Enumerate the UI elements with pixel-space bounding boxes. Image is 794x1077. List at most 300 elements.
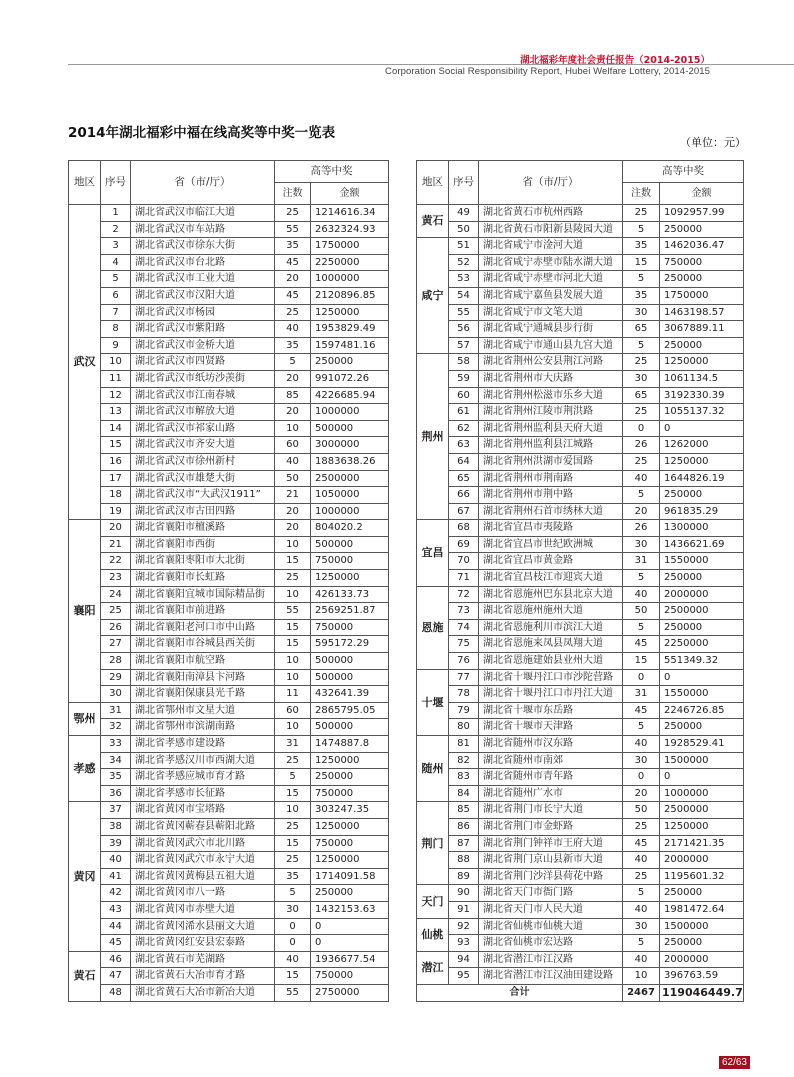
count-cell: 45 bbox=[275, 287, 311, 304]
table-row bbox=[69, 852, 389, 869]
location-cell: 湖北省黄冈武穴市北川路 bbox=[131, 835, 275, 852]
count-cell: 25 bbox=[275, 818, 311, 835]
table-row bbox=[417, 536, 744, 553]
location-cell: 湖北省黄冈红安县宏泰路 bbox=[131, 935, 275, 952]
seq-cell: 81 bbox=[449, 736, 479, 753]
count-cell: 0 bbox=[623, 669, 660, 686]
amount-cell: 1000000 bbox=[311, 271, 389, 288]
location-cell: 湖北省咸宁赤壁市陆水湖大道 bbox=[479, 254, 623, 271]
count-cell: 5 bbox=[623, 935, 660, 952]
region-cell: 荆门 bbox=[417, 802, 449, 885]
location-cell: 湖北省荆州松滋市乐乡大道 bbox=[479, 387, 623, 404]
amount-cell: 1928529.41 bbox=[660, 736, 744, 753]
amount-cell: 1936677.54 bbox=[311, 951, 389, 968]
table-row bbox=[69, 653, 389, 670]
table-row bbox=[69, 752, 389, 769]
table-row bbox=[69, 321, 389, 338]
location-cell: 湖北省恩施来凤县凤翔大道 bbox=[479, 636, 623, 653]
count-cell: 25 bbox=[275, 752, 311, 769]
location-cell: 湖北省黄冈黄梅县五祖大道 bbox=[131, 868, 275, 885]
table-row bbox=[69, 437, 389, 454]
location-cell: 湖北省荆门钟祥市王府大道 bbox=[479, 835, 623, 852]
seq-cell: 36 bbox=[101, 785, 131, 802]
location-cell: 湖北省荆州市荆中路 bbox=[479, 487, 623, 504]
table-row bbox=[417, 603, 744, 620]
location-cell: 湖北省随州广水市 bbox=[479, 785, 623, 802]
count-cell: 20 bbox=[623, 503, 660, 520]
location-cell: 湖北省武汉市雄楚大街 bbox=[131, 470, 275, 487]
count-cell: 20 bbox=[275, 404, 311, 421]
seq-cell: 66 bbox=[449, 487, 479, 504]
count-cell: 10 bbox=[275, 536, 311, 553]
amount-cell: 250000 bbox=[311, 885, 389, 902]
count-cell: 31 bbox=[623, 686, 660, 703]
location-cell: 湖北省鄂州市滨湖南路 bbox=[131, 719, 275, 736]
table-row bbox=[417, 271, 744, 288]
location-cell: 湖北省宜昌枝江市迎宾大道 bbox=[479, 570, 623, 587]
table-row bbox=[417, 470, 744, 487]
seq-cell: 60 bbox=[449, 387, 479, 404]
location-cell: 湖北省武汉市江南春城 bbox=[131, 387, 275, 404]
count-cell: 25 bbox=[275, 570, 311, 587]
amount-cell: 1300000 bbox=[660, 520, 744, 537]
count-cell: 10 bbox=[275, 802, 311, 819]
amount-cell: 0 bbox=[660, 420, 744, 437]
table-row bbox=[417, 553, 744, 570]
seq-cell: 14 bbox=[101, 420, 131, 437]
region-cell: 黄石 bbox=[417, 205, 449, 238]
count-cell: 65 bbox=[623, 321, 660, 338]
location-cell: 湖北省武汉市祁家山路 bbox=[131, 420, 275, 437]
amount-cell: 250000 bbox=[660, 487, 744, 504]
location-cell: 湖北省十堰丹江口市沙陀营路 bbox=[479, 669, 623, 686]
table-row bbox=[69, 221, 389, 238]
count-cell: 15 bbox=[623, 653, 660, 670]
amount-cell: 2000000 bbox=[660, 852, 744, 869]
amount-cell: 2000000 bbox=[660, 586, 744, 603]
table-row bbox=[417, 570, 744, 587]
seq-cell: 24 bbox=[101, 586, 131, 603]
count-cell: 5 bbox=[623, 885, 660, 902]
seq-cell: 20 bbox=[101, 520, 131, 537]
location-cell: 湖北省潜江市江汉油田建设路 bbox=[479, 968, 623, 985]
count-cell: 15 bbox=[623, 254, 660, 271]
table-row bbox=[69, 901, 389, 918]
amount-cell: 1000000 bbox=[311, 404, 389, 421]
table-row bbox=[417, 901, 744, 918]
table-row bbox=[69, 553, 389, 570]
seq-cell: 30 bbox=[101, 686, 131, 703]
col-location: 省（市/厅） bbox=[479, 161, 623, 205]
table-row bbox=[417, 254, 744, 271]
amount-cell: 396763.59 bbox=[660, 968, 744, 985]
amount-cell: 250000 bbox=[660, 935, 744, 952]
count-cell: 55 bbox=[275, 603, 311, 620]
location-cell: 湖北省随州市南郊 bbox=[479, 752, 623, 769]
table-row bbox=[417, 437, 744, 454]
table-row bbox=[69, 420, 389, 437]
location-cell: 湖北省武汉市杨园 bbox=[131, 304, 275, 321]
table-row bbox=[69, 719, 389, 736]
count-cell: 5 bbox=[623, 570, 660, 587]
seq-cell: 94 bbox=[449, 951, 479, 968]
location-cell: 湖北省武汉市纸坊沙羡街 bbox=[131, 370, 275, 387]
seq-cell: 47 bbox=[101, 968, 131, 985]
table-row bbox=[69, 487, 389, 504]
region-cell: 孝感 bbox=[69, 736, 101, 802]
count-cell: 40 bbox=[623, 470, 660, 487]
col-count: 注数 bbox=[275, 183, 311, 205]
table-row bbox=[69, 370, 389, 387]
seq-cell: 55 bbox=[449, 304, 479, 321]
table-row bbox=[417, 205, 744, 222]
amount-cell: 500000 bbox=[311, 653, 389, 670]
seq-cell: 37 bbox=[101, 802, 131, 819]
location-cell: 湖北省襄阳市航空路 bbox=[131, 653, 275, 670]
seq-cell: 39 bbox=[101, 835, 131, 852]
count-cell: 30 bbox=[623, 752, 660, 769]
seq-cell: 21 bbox=[101, 536, 131, 553]
region-cell: 恩施 bbox=[417, 586, 449, 669]
seq-cell: 64 bbox=[449, 453, 479, 470]
location-cell: 湖北省宜昌市夷陵路 bbox=[479, 520, 623, 537]
seq-cell: 59 bbox=[449, 370, 479, 387]
amount-cell: 1597481.16 bbox=[311, 337, 389, 354]
count-cell: 26 bbox=[623, 520, 660, 537]
count-cell: 25 bbox=[623, 205, 660, 222]
amount-cell: 3067889.11 bbox=[660, 321, 744, 338]
location-cell: 湖北省荆州石首市绣林大道 bbox=[479, 503, 623, 520]
table-row bbox=[417, 702, 744, 719]
col-count: 注数 bbox=[623, 183, 660, 205]
location-cell: 湖北省咸宁嘉鱼县发展大道 bbox=[479, 287, 623, 304]
location-cell: 湖北省黄石市阳新县陵园大道 bbox=[479, 221, 623, 238]
amount-cell: 500000 bbox=[311, 536, 389, 553]
location-cell: 湖北省黄冈武穴市永宁大道 bbox=[131, 852, 275, 869]
count-cell: 10 bbox=[275, 669, 311, 686]
count-cell: 11 bbox=[275, 686, 311, 703]
location-cell: 湖北省武汉市徐州新村 bbox=[131, 453, 275, 470]
amount-cell: 2171421.35 bbox=[660, 835, 744, 852]
seq-cell: 8 bbox=[101, 321, 131, 338]
amount-cell: 2865795.05 bbox=[311, 702, 389, 719]
report-header-cn: 湖北福彩年度社会责任报告（2014-2015） bbox=[520, 55, 710, 66]
seq-cell: 45 bbox=[101, 935, 131, 952]
location-cell: 湖北省荆州公安县荆江河路 bbox=[479, 354, 623, 371]
location-cell: 湖北省随州市青年路 bbox=[479, 769, 623, 786]
count-cell: 40 bbox=[623, 852, 660, 869]
seq-cell: 82 bbox=[449, 752, 479, 769]
count-cell: 35 bbox=[275, 337, 311, 354]
table-row bbox=[69, 702, 389, 719]
amount-cell: 1055137.32 bbox=[660, 404, 744, 421]
amount-cell: 3192330.39 bbox=[660, 387, 744, 404]
count-cell: 60 bbox=[275, 702, 311, 719]
amount-cell: 2246726.85 bbox=[660, 702, 744, 719]
location-cell: 湖北省武汉市紫阳路 bbox=[131, 321, 275, 338]
table-row bbox=[417, 487, 744, 504]
amount-cell: 250000 bbox=[660, 619, 744, 636]
count-cell: 35 bbox=[623, 238, 660, 255]
amount-cell: 1500000 bbox=[660, 918, 744, 935]
amount-cell: 1262000 bbox=[660, 437, 744, 454]
amount-cell: 1550000 bbox=[660, 686, 744, 703]
count-cell: 5 bbox=[623, 487, 660, 504]
amount-cell: 1092957.99 bbox=[660, 205, 744, 222]
count-cell: 30 bbox=[623, 370, 660, 387]
table-row bbox=[69, 802, 389, 819]
table-row bbox=[417, 221, 744, 238]
amount-cell: 500000 bbox=[311, 420, 389, 437]
region-cell: 黄冈 bbox=[69, 802, 101, 951]
location-cell: 湖北省襄阳保康县光千路 bbox=[131, 686, 275, 703]
location-cell: 湖北省随州市汉东路 bbox=[479, 736, 623, 753]
seq-cell: 33 bbox=[101, 736, 131, 753]
table-row bbox=[69, 935, 389, 952]
count-cell: 40 bbox=[623, 901, 660, 918]
amount-cell: 1750000 bbox=[311, 238, 389, 255]
count-cell: 45 bbox=[623, 702, 660, 719]
amount-cell: 3000000 bbox=[311, 437, 389, 454]
location-cell: 湖北省武汉市工业大道 bbox=[131, 271, 275, 288]
amount-cell: 1250000 bbox=[311, 852, 389, 869]
location-cell: 湖北省仙桃市仙桃大道 bbox=[479, 918, 623, 935]
count-cell: 20 bbox=[275, 503, 311, 520]
table-row bbox=[417, 370, 744, 387]
table-row bbox=[417, 354, 744, 371]
col-amount: 金额 bbox=[660, 183, 744, 205]
count-cell: 15 bbox=[275, 553, 311, 570]
location-cell: 湖北省襄阳南漳县卞河路 bbox=[131, 669, 275, 686]
seq-cell: 32 bbox=[101, 719, 131, 736]
location-cell: 湖北省孝感市建设路 bbox=[131, 736, 275, 753]
location-cell: 湖北省武汉市古田四路 bbox=[131, 503, 275, 520]
count-cell: 25 bbox=[275, 304, 311, 321]
unit-label: （单位：元） bbox=[680, 136, 746, 149]
col-group: 高等中奖 bbox=[275, 161, 389, 183]
amount-cell: 1250000 bbox=[311, 570, 389, 587]
table-row bbox=[69, 885, 389, 902]
prize-table-left bbox=[68, 160, 389, 1002]
table-row bbox=[69, 769, 389, 786]
location-cell: 湖北省仙桃市宏达路 bbox=[479, 935, 623, 952]
amount-cell: 1981472.64 bbox=[660, 901, 744, 918]
seq-cell: 89 bbox=[449, 868, 479, 885]
prize-table-right bbox=[416, 160, 744, 1002]
location-cell: 湖北省黄石大冶市育才路 bbox=[131, 968, 275, 985]
report-header-en: Corporation Social Responsibility Report, Hubei Welfare Lottery, 2014-2015 bbox=[385, 66, 710, 77]
location-cell: 湖北省十堰市东岳路 bbox=[479, 702, 623, 719]
location-cell: 湖北省咸宁赤壁市河北大道 bbox=[479, 271, 623, 288]
seq-cell: 43 bbox=[101, 901, 131, 918]
col-amount: 金额 bbox=[311, 183, 389, 205]
amount-cell: 2500000 bbox=[660, 802, 744, 819]
location-cell: 湖北省襄阳市长虹路 bbox=[131, 570, 275, 587]
location-cell: 湖北省潜江市江汉路 bbox=[479, 951, 623, 968]
count-cell: 40 bbox=[623, 586, 660, 603]
location-cell: 湖北省武汉市车站路 bbox=[131, 221, 275, 238]
amount-cell: 2000000 bbox=[660, 951, 744, 968]
table-row bbox=[69, 271, 389, 288]
location-cell: 湖北省武汉市徐东大街 bbox=[131, 238, 275, 255]
location-cell: 湖北省武汉市汉阳大道 bbox=[131, 287, 275, 304]
table-row bbox=[69, 354, 389, 371]
amount-cell: 1463198.57 bbox=[660, 304, 744, 321]
count-cell: 30 bbox=[275, 901, 311, 918]
table-row bbox=[69, 736, 389, 753]
seq-cell: 79 bbox=[449, 702, 479, 719]
table-row bbox=[417, 769, 744, 786]
count-cell: 20 bbox=[275, 271, 311, 288]
amount-cell: 2569251.87 bbox=[311, 603, 389, 620]
amount-cell: 1644826.19 bbox=[660, 470, 744, 487]
seq-cell: 84 bbox=[449, 785, 479, 802]
seq-cell: 91 bbox=[449, 901, 479, 918]
amount-cell: 0 bbox=[660, 669, 744, 686]
amount-cell: 961835.29 bbox=[660, 503, 744, 520]
col-region: 地区 bbox=[69, 161, 101, 205]
seq-cell: 68 bbox=[449, 520, 479, 537]
table-row bbox=[417, 287, 744, 304]
seq-cell: 41 bbox=[101, 868, 131, 885]
col-region: 地区 bbox=[417, 161, 449, 205]
location-cell: 湖北省荆州监利县天府大道 bbox=[479, 420, 623, 437]
table-row bbox=[69, 785, 389, 802]
count-cell: 55 bbox=[275, 984, 311, 1001]
count-cell: 35 bbox=[275, 868, 311, 885]
amount-cell: 991072.26 bbox=[311, 370, 389, 387]
count-cell: 15 bbox=[275, 835, 311, 852]
count-cell: 10 bbox=[275, 586, 311, 603]
count-cell: 50 bbox=[623, 603, 660, 620]
amount-cell: 2120896.85 bbox=[311, 287, 389, 304]
count-cell: 20 bbox=[275, 370, 311, 387]
amount-cell: 250000 bbox=[311, 769, 389, 786]
count-cell: 0 bbox=[275, 935, 311, 952]
amount-cell: 1550000 bbox=[660, 553, 744, 570]
seq-cell: 12 bbox=[101, 387, 131, 404]
location-cell: 湖北省黄冈市宝塔路 bbox=[131, 802, 275, 819]
seq-cell: 77 bbox=[449, 669, 479, 686]
location-cell: 湖北省孝感应城市育才路 bbox=[131, 769, 275, 786]
location-cell: 湖北省黄冈市赤壁大道 bbox=[131, 901, 275, 918]
total-row bbox=[417, 984, 744, 1001]
seq-cell: 38 bbox=[101, 818, 131, 835]
count-cell: 50 bbox=[623, 802, 660, 819]
amount-cell: 750000 bbox=[311, 619, 389, 636]
table-row bbox=[69, 387, 389, 404]
seq-cell: 57 bbox=[449, 337, 479, 354]
seq-cell: 17 bbox=[101, 470, 131, 487]
seq-cell: 67 bbox=[449, 503, 479, 520]
amount-cell: 250000 bbox=[311, 354, 389, 371]
location-cell: 湖北省十堰市天津路 bbox=[479, 719, 623, 736]
count-cell: 40 bbox=[623, 736, 660, 753]
table-row bbox=[69, 404, 389, 421]
amount-cell: 551349.32 bbox=[660, 653, 744, 670]
total-count: 2467 bbox=[623, 984, 660, 1001]
amount-cell: 303247.35 bbox=[311, 802, 389, 819]
location-cell: 湖北省荆州市荆南路 bbox=[479, 470, 623, 487]
table-row bbox=[417, 852, 744, 869]
table-row bbox=[69, 603, 389, 620]
seq-cell: 70 bbox=[449, 553, 479, 570]
location-cell: 湖北省武汉市四贤路 bbox=[131, 354, 275, 371]
seq-cell: 7 bbox=[101, 304, 131, 321]
seq-cell: 74 bbox=[449, 619, 479, 636]
location-cell: 湖北省襄阳枣阳市大北街 bbox=[131, 553, 275, 570]
count-cell: 0 bbox=[623, 420, 660, 437]
seq-cell: 80 bbox=[449, 719, 479, 736]
table-row bbox=[417, 835, 744, 852]
count-cell: 30 bbox=[623, 304, 660, 321]
count-cell: 5 bbox=[623, 719, 660, 736]
table-row bbox=[69, 287, 389, 304]
seq-cell: 4 bbox=[101, 254, 131, 271]
location-cell: 湖北省黄冈市八一路 bbox=[131, 885, 275, 902]
table-row bbox=[69, 818, 389, 835]
table-row bbox=[69, 586, 389, 603]
table-row bbox=[417, 420, 744, 437]
table-row bbox=[417, 238, 744, 255]
count-cell: 0 bbox=[275, 918, 311, 935]
location-cell: 湖北省襄阳市檀溪路 bbox=[131, 520, 275, 537]
location-cell: 湖北省黄石市杭州西路 bbox=[479, 205, 623, 222]
table-row bbox=[417, 785, 744, 802]
amount-cell: 1436621.69 bbox=[660, 536, 744, 553]
count-cell: 35 bbox=[623, 287, 660, 304]
location-cell: 湖北省荆门沙洋县荷花中路 bbox=[479, 868, 623, 885]
seq-cell: 27 bbox=[101, 636, 131, 653]
region-cell: 随州 bbox=[417, 736, 449, 802]
seq-cell: 62 bbox=[449, 420, 479, 437]
table-row bbox=[69, 536, 389, 553]
seq-cell: 13 bbox=[101, 404, 131, 421]
count-cell: 40 bbox=[275, 951, 311, 968]
seq-cell: 85 bbox=[449, 802, 479, 819]
count-cell: 0 bbox=[623, 769, 660, 786]
col-location: 省（市/厅） bbox=[131, 161, 275, 205]
amount-cell: 1714091.58 bbox=[311, 868, 389, 885]
amount-cell: 1061134.5 bbox=[660, 370, 744, 387]
region-cell: 仙桃 bbox=[417, 918, 449, 951]
amount-cell: 4226685.94 bbox=[311, 387, 389, 404]
table-row bbox=[417, 752, 744, 769]
seq-cell: 11 bbox=[101, 370, 131, 387]
amount-cell: 804020.2 bbox=[311, 520, 389, 537]
header-divider bbox=[68, 64, 794, 65]
seq-cell: 9 bbox=[101, 337, 131, 354]
count-cell: 25 bbox=[623, 818, 660, 835]
table-row bbox=[417, 868, 744, 885]
location-cell: 湖北省宜昌市世纪欧洲城 bbox=[479, 536, 623, 553]
region-cell: 黄石 bbox=[69, 951, 101, 1001]
location-cell: 湖北省荆门市金虾路 bbox=[479, 818, 623, 835]
count-cell: 60 bbox=[275, 437, 311, 454]
table-row bbox=[69, 254, 389, 271]
seq-cell: 44 bbox=[101, 918, 131, 935]
seq-cell: 18 bbox=[101, 487, 131, 504]
table-row bbox=[69, 453, 389, 470]
amount-cell: 500000 bbox=[311, 719, 389, 736]
amount-cell: 1214616.34 bbox=[311, 205, 389, 222]
seq-cell: 6 bbox=[101, 287, 131, 304]
amount-cell: 750000 bbox=[311, 553, 389, 570]
count-cell: 10 bbox=[275, 420, 311, 437]
table-row bbox=[417, 935, 744, 952]
count-cell: 15 bbox=[275, 619, 311, 636]
table-row bbox=[417, 520, 744, 537]
